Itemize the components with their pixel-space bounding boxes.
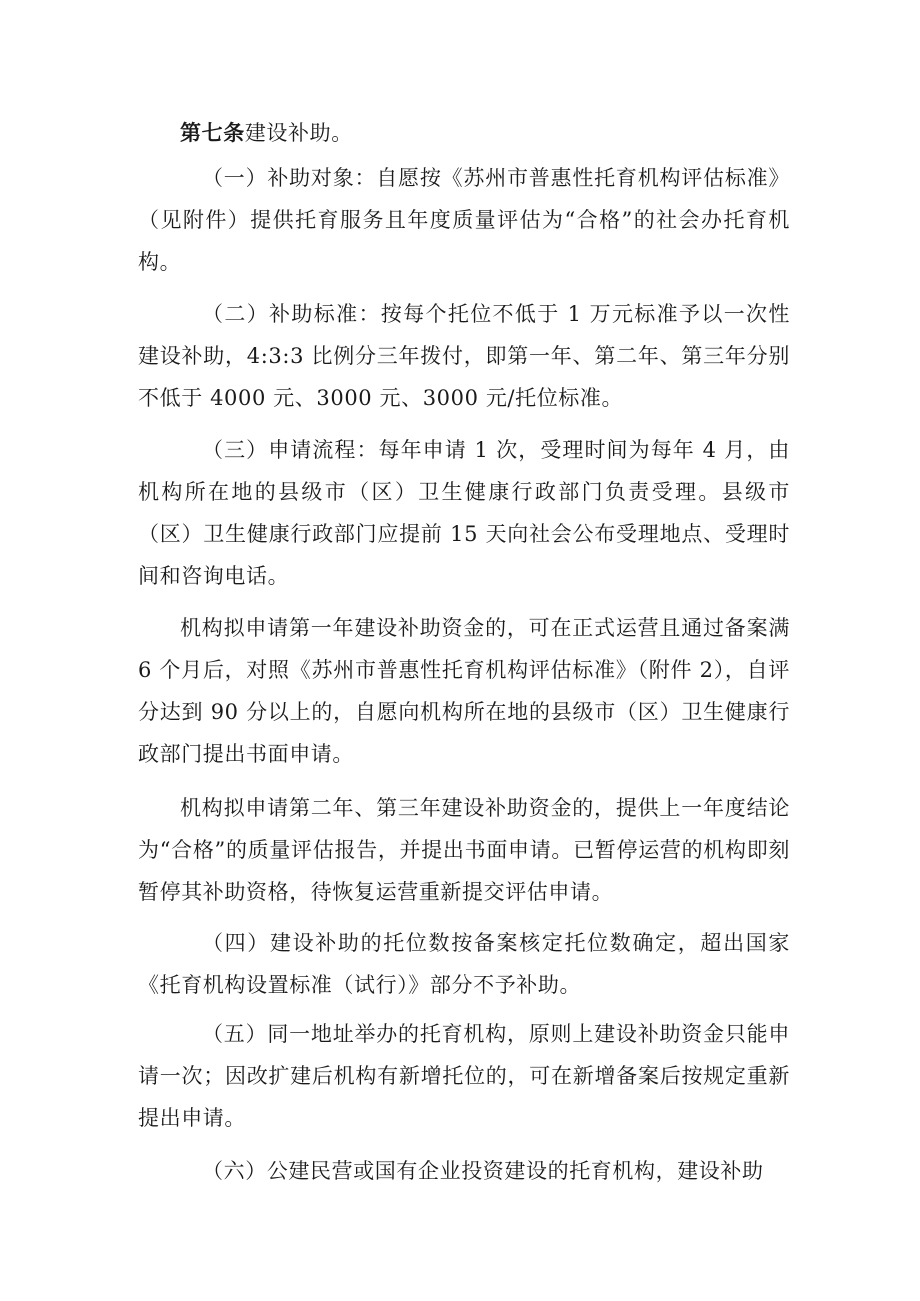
paragraph-slot-count: （四）建设补助的托位数按备案核定托位数确定，超出国家《托育机构设置标准（试行）》部分不予补助。 (138, 931, 790, 997)
paragraph-subsidy-standard: （二）补助标准：按每个托位不低于 1 万元标准予以一次性建设补助，4:3:3 比例分三年拨付，即第一年、第二年、第三年分别不低于 4000 元、3000 元、3000 元/托位标准。 (138, 302, 790, 410)
article-heading-paragraph (138, 112, 790, 154)
paragraph-same-address: （五）同一地址举办的托育机构，原则上建设补助资金只能申请一次；因改扩建后机构有新增托位的，可在新增备案后按规定重新提出申请。 (138, 1022, 790, 1130)
article-number: 第七条 (180, 121, 245, 145)
paragraph-subsidy-target: （一）补助对象：自愿按《苏州市普惠性托育机构评估标准》（见附件）提供托育服务且年度质量评估为“合格”的社会办托育机构。 (138, 166, 790, 274)
paragraph-first-year-application: 机构拟申请第一年建设补助资金的，可在正式运营且通过备案满 6 个月后，对照《苏州市普惠性托育机构评估标准》（附件 2），自评分达到 90 分以上的，自愿向机构所在地的县级市（区）卫生健康行政部门提出书面申请。 (138, 616, 790, 766)
article-title: 建设补助。 (244, 121, 353, 145)
paragraph-later-year-application: 机构拟申请第二年、第三年建设补助资金的，提供上一年度结论为“合格”的质量评估报告，并提出书面申请。已暂停运营的机构即刻暂停其补助资格，待恢复运营重新提交评估申请。 (138, 796, 790, 904)
paragraph-public-built: （六）公建民营或国有企业投资建设的托育机构，建设补助 (202, 1159, 764, 1183)
paragraph-application-process: （三）申请流程：每年申请 1 次，受理时间为每年 4 月，由机构所在地的县级市（区）卫生健康行政部门负责受理。县级市（区）卫生健康行政部门应提前 15 天向社会公布受理地点、受理时间和咨询电话。 (138, 438, 790, 588)
